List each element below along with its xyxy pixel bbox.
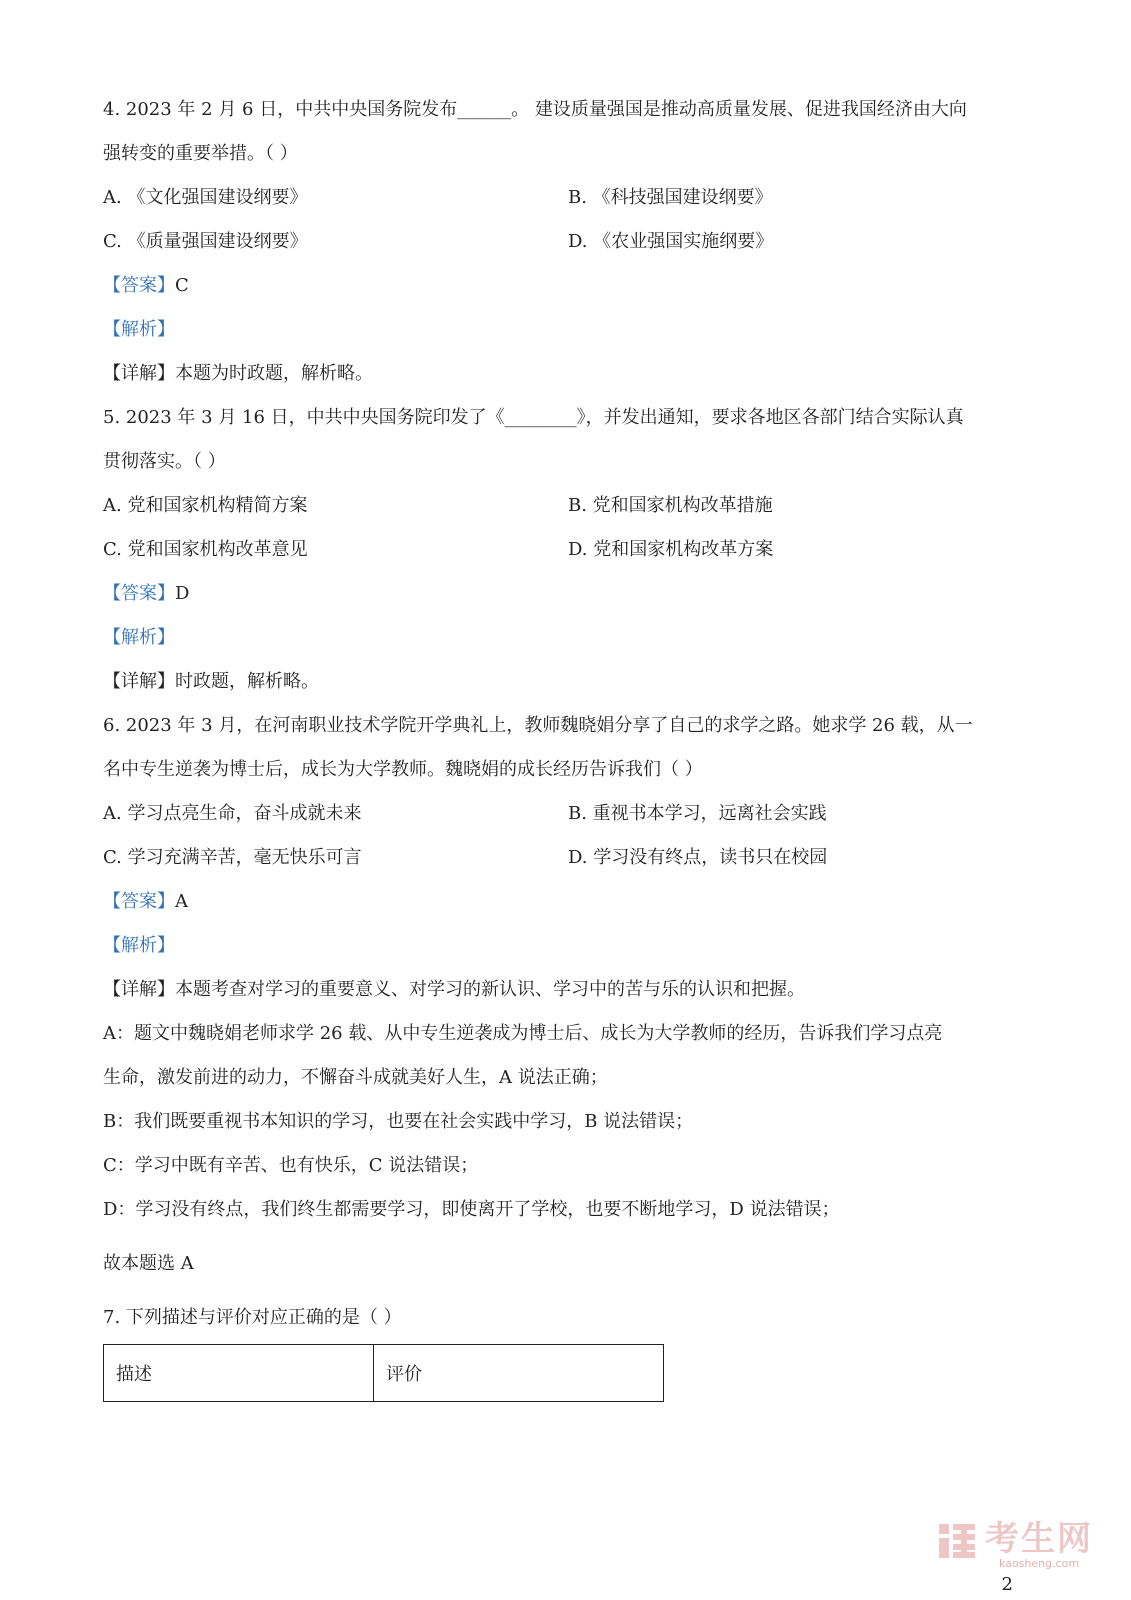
q7-stem: 7. 下列描述与评价对应正确的是（ ） bbox=[103, 1307, 402, 1328]
detail-tag: 【详解】 bbox=[103, 671, 175, 692]
q5-detail bbox=[103, 660, 1043, 704]
analysis-tag: 【解析】 bbox=[103, 627, 175, 648]
q5-stem-line2: 贯彻落实。（ ） bbox=[103, 451, 226, 472]
q6-explain-a-line2: 生命，激发前进的动力，不懈奋斗成就美好人生，A 说法正确； bbox=[103, 1067, 608, 1088]
answer-tag: 【答案】 bbox=[103, 275, 175, 296]
q6-stem-line2: 名中专生逆袭为博士后，成长为大学教师。魏晓娟的成长经历告诉我们（ ） bbox=[103, 759, 703, 780]
answer-value: D bbox=[175, 583, 190, 604]
answer-tag: 【答案】 bbox=[103, 583, 175, 604]
page-number: 2 bbox=[1001, 1574, 1013, 1595]
kaosheng-logo-icon bbox=[937, 1520, 979, 1562]
q5-option-b: B. 党和国家机构改革措施 bbox=[568, 495, 773, 516]
q6-answer bbox=[103, 880, 1043, 924]
q6-option-d: D. 学习没有终点，读书只在校园 bbox=[568, 847, 828, 868]
q6-option-b: B. 重视书本学习，远离社会实践 bbox=[568, 803, 827, 824]
q4-analysis bbox=[103, 308, 1043, 352]
q4-options bbox=[103, 176, 1043, 264]
table-header-row bbox=[104, 1345, 664, 1402]
q4-stem-line1: 4. 2023 年 2 月 6 日，中共中央国务院发布______。 建设质量强国是推动高质量发展、促进我国经济由大向 bbox=[103, 99, 967, 120]
q5-option-c: C. 党和国家机构改革意见 bbox=[103, 539, 308, 560]
watermark-url: kaosheng.com bbox=[998, 1557, 1080, 1570]
answer-value: A bbox=[175, 891, 188, 912]
table-header-evaluation: 评价 bbox=[374, 1345, 664, 1402]
watermark bbox=[937, 1520, 1093, 1570]
q6-options bbox=[103, 792, 1043, 880]
q5-stem-line1: 5. 2023 年 3 月 16 日，中共中央国务院印发了《________》，并发出通知，要求各地区各部门结合实际认真 bbox=[103, 407, 964, 428]
q6-explain-a-line1: A：题文中魏晓娟老师求学 26 载、从中专生逆袭成为博士后、成长为大学教师的经历，告诉我们学习点亮 bbox=[103, 1023, 943, 1044]
q6-explain-d: D：学习没有终点，我们终生都需要学习，即使离开了学校，也要不断地学习，D 说法错误； bbox=[103, 1199, 840, 1220]
table-header-description: 描述 bbox=[104, 1345, 374, 1402]
q4-option-c: C. 《质量强国建设纲要》 bbox=[103, 231, 308, 252]
q6-explain-c: C：学习中既有辛苦、也有快乐，C 说法错误； bbox=[103, 1155, 479, 1176]
q6-explain-b: B：我们既要重视书本知识的学习，也要在社会实践中学习，B 说法错误； bbox=[103, 1111, 694, 1132]
q4-option-a: A. 《文化强国建设纲要》 bbox=[103, 187, 308, 208]
q6-option-c: C. 学习充满辛苦，毫无快乐可言 bbox=[103, 847, 362, 868]
answer-value: C bbox=[175, 275, 189, 296]
detail-tag: 【详解】 bbox=[103, 979, 175, 1000]
q6-option-a: A. 学习点亮生命，奋斗成就未来 bbox=[103, 803, 362, 824]
q4-detail bbox=[103, 352, 1043, 396]
q6-stem-line1: 6. 2023 年 3 月，在河南职业技术学院开学典礼上，教师魏晓娟分享了自己的求学之路。她求学 26 载，从一 bbox=[103, 715, 973, 736]
analysis-tag: 【解析】 bbox=[103, 935, 175, 956]
document-page bbox=[103, 88, 1043, 1402]
q4-option-b: B. 《科技强国建设纲要》 bbox=[568, 187, 773, 208]
q6-analysis bbox=[103, 924, 1043, 968]
analysis-tag: 【解析】 bbox=[103, 319, 175, 340]
q4-option-d: D. 《农业强国实施纲要》 bbox=[568, 231, 774, 252]
q4-answer bbox=[103, 264, 1043, 308]
q7-table bbox=[103, 1344, 664, 1402]
q5-options bbox=[103, 484, 1043, 572]
watermark-brand: 考生网 bbox=[985, 1519, 1093, 1559]
q5-option-a: A. 党和国家机构精简方案 bbox=[103, 495, 308, 516]
q5-analysis bbox=[103, 616, 1043, 660]
q4-stem-line2: 强转变的重要举措。（ ） bbox=[103, 143, 298, 164]
detail-text: 本题为时政题，解析略。 bbox=[175, 363, 373, 384]
q5-answer bbox=[103, 572, 1043, 616]
detail-tag: 【详解】 bbox=[103, 363, 175, 384]
detail-text: 时政题，解析略。 bbox=[175, 671, 319, 692]
q6-conclusion: 故本题选 A bbox=[103, 1253, 194, 1274]
q5-option-d: D. 党和国家机构改革方案 bbox=[568, 539, 774, 560]
detail-text: 本题考查对学习的重要意义、对学习的新认识、学习中的苦与乐的认识和把握。 bbox=[175, 979, 805, 1000]
q6-detail bbox=[103, 968, 1043, 1012]
answer-tag: 【答案】 bbox=[103, 891, 175, 912]
